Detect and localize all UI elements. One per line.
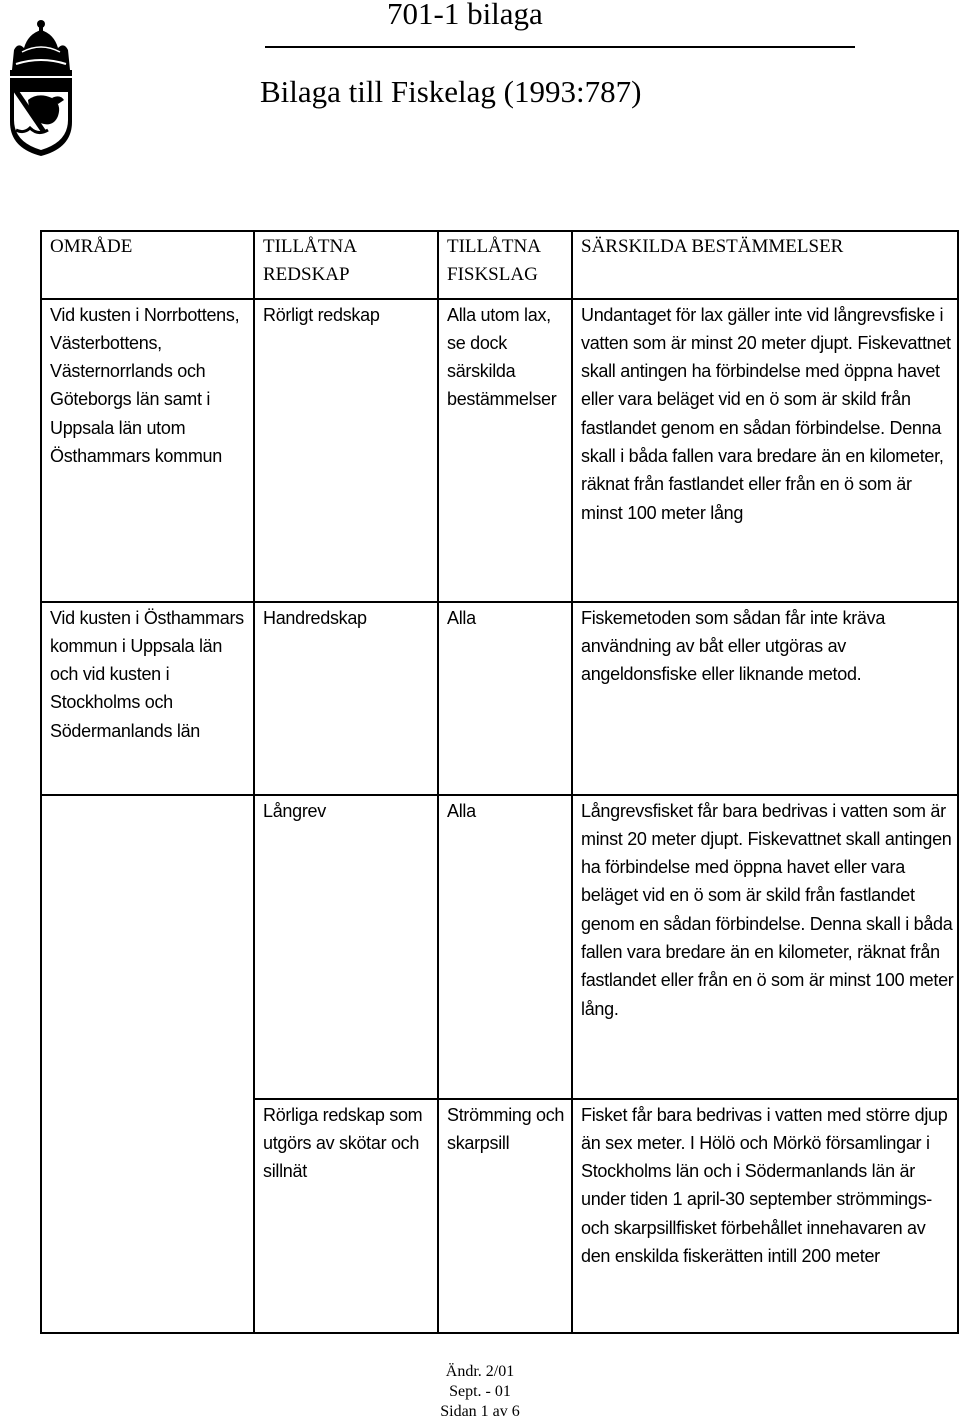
document-title: Bilaga till Fiskelag (1993:787) xyxy=(260,74,642,109)
gear-cell: Långrev xyxy=(254,795,438,1099)
species-cell: Strömming och skarpsill xyxy=(438,1099,572,1333)
table-header-row xyxy=(41,231,958,299)
species-cell: Alla utom lax, se dock särskilda bestämmelser xyxy=(438,299,572,602)
table-row xyxy=(41,602,958,795)
table-row xyxy=(41,1099,958,1333)
gear-cell: Rörliga redskap som utgörs av skötar och sillnät xyxy=(254,1099,438,1333)
species-cell: Alla xyxy=(438,602,572,795)
rules-cell: Fisket får bara bedrivas i vatten med större djup än sex meter. I Hölö och Mörkö församlingar i Stockholms län och i Södermanlands län är under tiden 1 april-30 september strömmings- och skarpsillfisket förbehållet innehavaren av den enskilda fiskerätten intill 200 meter xyxy=(572,1099,958,1333)
gear-cell: Handredskap xyxy=(254,602,438,795)
header-rule xyxy=(265,46,855,48)
page-footer xyxy=(0,1362,960,1422)
column-header-rules: SÄRSKILDA BESTÄMMELSER xyxy=(572,231,958,299)
area-cell xyxy=(41,1099,254,1333)
species-cell: Alla xyxy=(438,795,572,1099)
rules-cell: Fiskemetoden som sådan får inte kräva användning av båt eller utgöras av angeldonsfiske eller liknande metod. xyxy=(572,602,958,795)
column-header-species: TILLÅTNA FISKSLAG xyxy=(438,231,572,299)
date-label: Sept. - 01 xyxy=(449,1383,511,1400)
table-row xyxy=(41,795,958,1099)
rules-cell: Långrevsfisket får bara bedrivas i vatten som är minst 20 meter djupt. Fiskevattnet skall antingen ha förbindelse med öppna havet eller vara beläget vid en ö som är skild från fastlandet genom en sådan förbindelse. Denna skall i båda fallen vara bredare än en kilometer, räknat från fastlandet eller från en ö som är minst 100 meter lång. xyxy=(572,795,958,1099)
page-number: Sidan 1 av 6 xyxy=(440,1403,520,1420)
area-cell xyxy=(41,795,254,1099)
table-row xyxy=(41,299,958,602)
gear-cell: Rörligt redskap xyxy=(254,299,438,602)
column-header-area: OMRÅDE xyxy=(41,231,254,299)
document-number: 701-1 bilaga xyxy=(387,0,543,31)
rules-table xyxy=(40,230,959,1334)
area-cell: Vid kusten i Östhammars kommun i Uppsala län och vid kusten i Stockholms och Södermanlands län xyxy=(41,602,254,795)
column-header-gear: TILLÅTNA REDSKAP xyxy=(254,231,438,299)
rules-cell: Undantaget för lax gäller inte vid långrevsfiske i vatten som är minst 20 meter djupt. Fiskevattnet skall antingen ha förbindelse med öppna havet eller vara beläget vid en ö som är skild från fastlandet genom en sådan förbindelse. Denna skall i båda fallen vara bredare än en kilometer, räknat från fastlandet eller från en ö som är minst 100 meter lång xyxy=(572,299,958,602)
coat-of-arms-emblem xyxy=(4,12,79,157)
area-cell: Vid kusten i Norrbottens, Västerbottens, Västernorrlands och Göteborgs län samt i Uppsala län utom Östhammars kommun xyxy=(41,299,254,602)
amendment-label: Ändr. 2/01 xyxy=(445,1363,515,1380)
